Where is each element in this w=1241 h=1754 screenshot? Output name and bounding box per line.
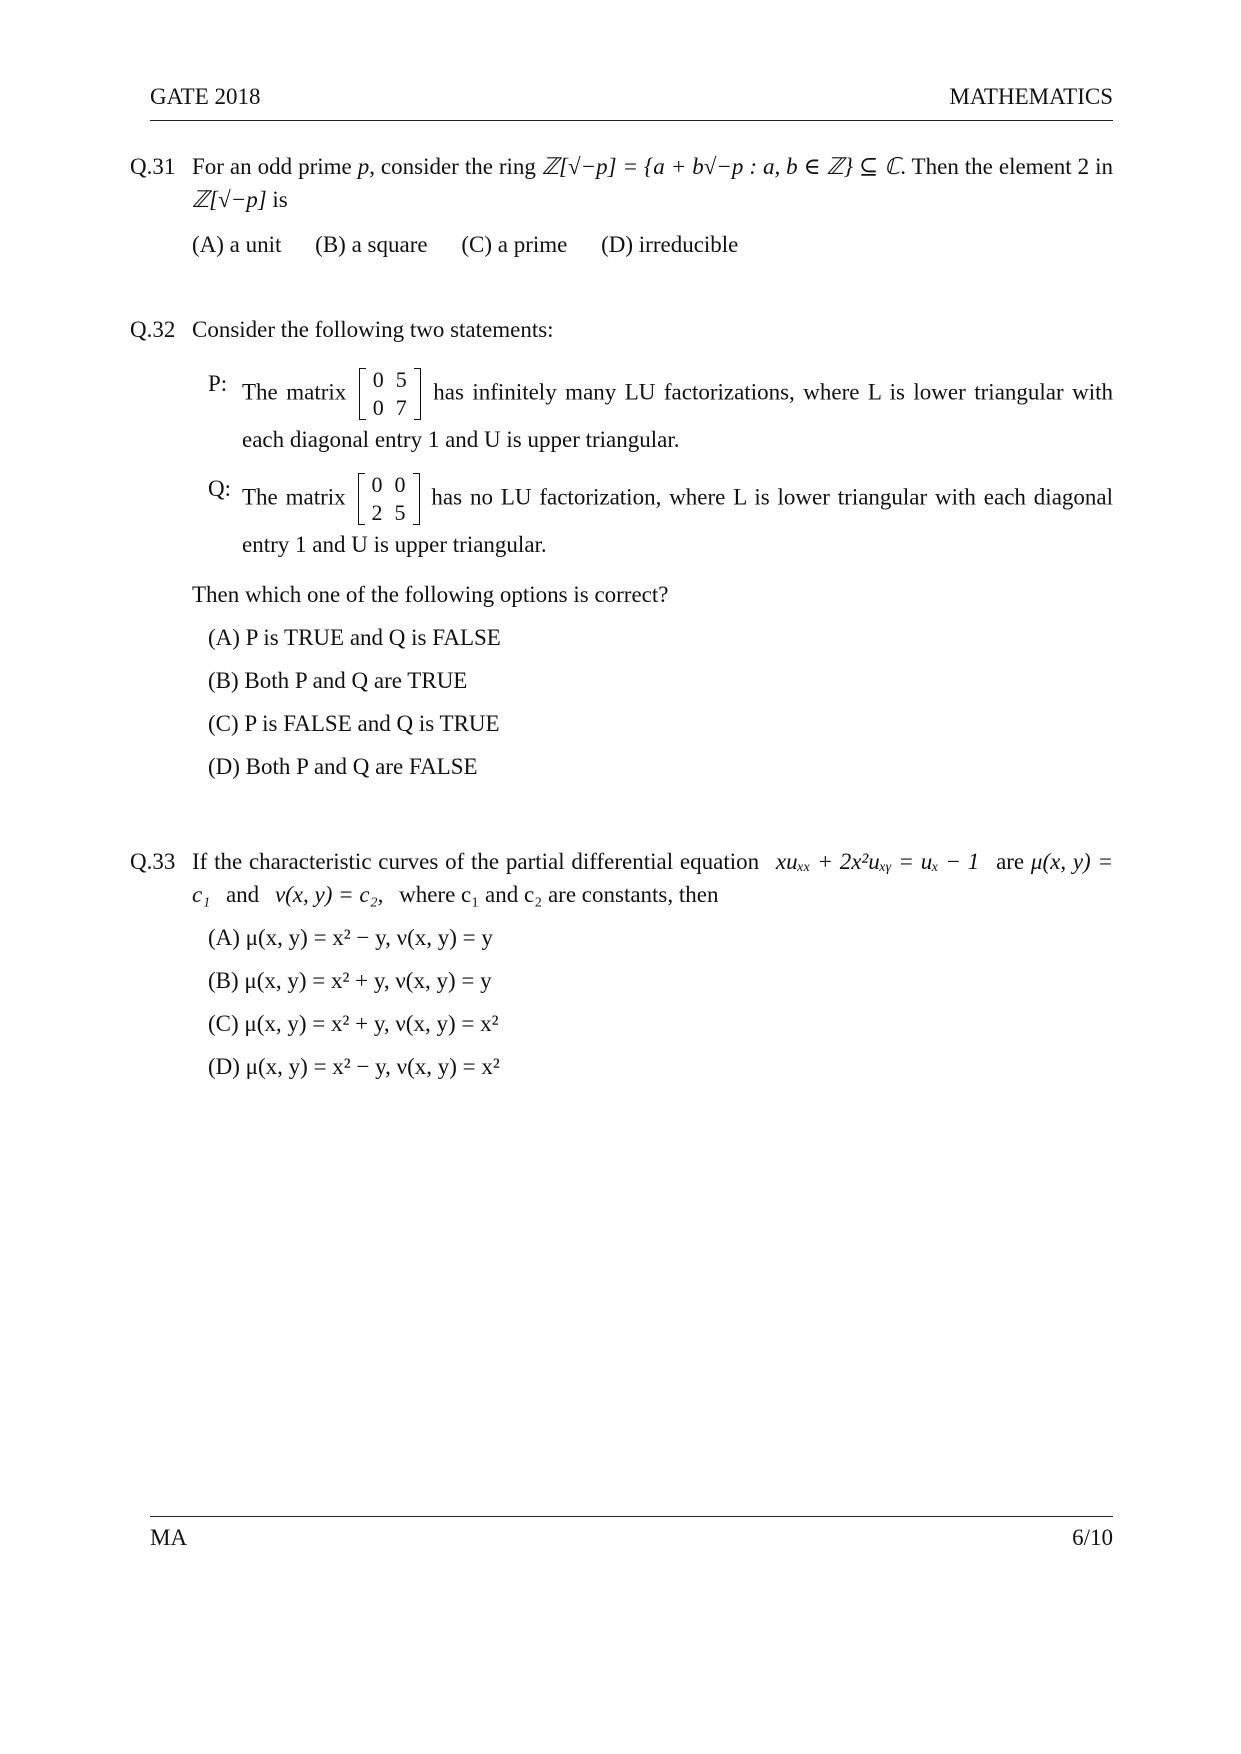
options-list: [208, 621, 1113, 783]
option-a: (A) μ(x, y) = x² − y, ν(x, y) = y: [208, 925, 493, 950]
question-number: Q.32: [130, 317, 176, 342]
text-segment: has infinitely many LU factorizations, where L is lower triangular with each diagonal entry 1 and U is upper triangular.: [242, 379, 1114, 452]
question-text: Consider the following two statements:: [192, 317, 554, 342]
text-segment: is: [266, 187, 288, 212]
exam-title: GATE 2018: [150, 84, 261, 109]
statement-label: Q:: [208, 476, 231, 501]
question-text: [192, 845, 1113, 911]
option-b: (B) a square: [315, 232, 428, 257]
question-prompt: Then which one of the following options is correct?: [192, 582, 669, 607]
text-segment: The matrix: [242, 379, 347, 405]
option-b: (B) Both P and Q are TRUE: [208, 668, 468, 693]
matrix-q: [358, 471, 420, 527]
matrix-cell: 0: [371, 472, 383, 497]
option-d: (D) Both P and Q are FALSE: [208, 754, 478, 779]
statement-q: [208, 471, 1113, 562]
matrix-cell: 0: [372, 395, 384, 420]
text-segment: If the characteristic curves of the partial differential equation: [192, 849, 760, 874]
statement-label: P:: [208, 371, 228, 396]
option-c: (C) P is FALSE and Q is TRUE: [208, 711, 500, 736]
page-footer: [150, 1516, 1113, 1550]
option-c: (C) μ(x, y) = x² + y, ν(x, y) = x²: [208, 1011, 499, 1036]
matrix-cell: 5: [394, 500, 406, 525]
nu-expression: ν(x, y) = c₂,: [274, 882, 384, 907]
subject-title: MATHEMATICS: [949, 84, 1113, 109]
text-segment: and: [225, 882, 260, 907]
option-d: (D) irreducible: [601, 232, 739, 257]
matrix-cell: 7: [395, 395, 407, 420]
option-b: (B) μ(x, y) = x² + y, ν(x, y) = y: [208, 968, 492, 993]
question-number: Q.31: [130, 154, 176, 179]
matrix-cell: 0: [372, 367, 384, 392]
mu-expression: μ(x, y) = c₁: [192, 849, 1113, 907]
text-segment: The matrix: [242, 484, 346, 510]
matrix-p: [359, 366, 421, 422]
math-variable: p: [357, 154, 370, 179]
paper-code: MA: [150, 1525, 188, 1550]
text-segment: has no LU factorization, where L is lower triangular with each diagonal entry 1 and U is upper triangular.: [242, 484, 1114, 557]
text-segment: , consider the ring: [369, 154, 542, 179]
matrix-cell: 5: [395, 367, 407, 392]
options-list: [208, 921, 1113, 1083]
matrix-cell: 0: [394, 472, 406, 497]
option-d: (D) μ(x, y) = x² − y, ν(x, y) = x²: [208, 1054, 500, 1079]
ring-expression: ℤ[√−p] = {a + b√−p : a, b ∈ ℤ} ⊆ ℂ: [541, 154, 901, 179]
option-c: (C) a prime: [461, 232, 568, 257]
question-text: [192, 150, 1113, 216]
option-a: (A) P is TRUE and Q is FALSE: [208, 625, 501, 650]
matrix-cell: 2: [371, 500, 383, 525]
option-a: (A) a unit: [192, 232, 282, 257]
text-segment: For an odd prime: [192, 154, 358, 179]
page-header: [150, 80, 1113, 121]
page-number: 6/10: [1072, 1525, 1113, 1550]
question-32: [130, 313, 1113, 793]
statement-p: [208, 366, 1113, 457]
question-31: [130, 150, 1113, 261]
text-segment: . Then the element 2 in: [900, 154, 1113, 179]
options-row: [192, 228, 1113, 261]
question-number: Q.33: [130, 849, 176, 874]
text-segment: are: [996, 849, 1025, 874]
ring-expression: ℤ[√−p]: [192, 187, 267, 212]
pde-expression: xuₓₓ + 2x²uₓᵧ = uₓ − 1: [775, 849, 980, 874]
text-segment: where c₁ and c₂ are constants, then: [399, 882, 719, 907]
question-33: [130, 845, 1113, 1093]
